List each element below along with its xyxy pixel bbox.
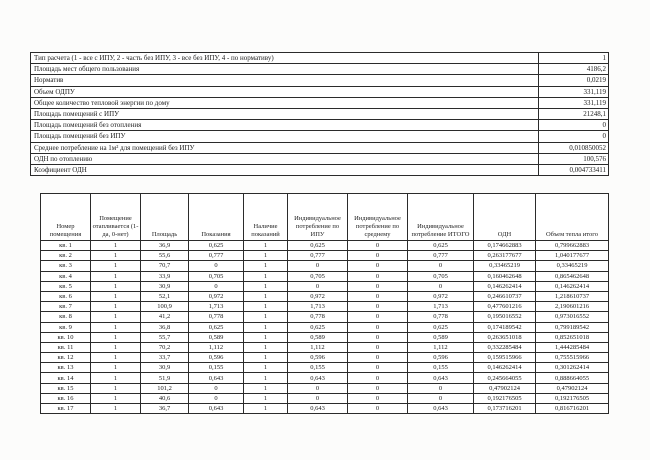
- apartment-number-cell: кв. 4: [41, 271, 91, 281]
- summary-row-value: 331,119: [539, 86, 609, 97]
- table-cell: 0,625: [189, 241, 244, 251]
- table-cell: 0,477601216: [474, 302, 536, 312]
- table-cell: 0,47902124: [536, 383, 609, 393]
- table-cell: 0,643: [189, 404, 244, 414]
- table-cell: 1: [244, 363, 288, 373]
- table-cell: 30,9: [141, 281, 189, 291]
- table-cell: 1: [91, 342, 141, 352]
- summary-row: [31, 75, 609, 86]
- table-cell: 51,9: [141, 373, 189, 383]
- table-row: [41, 404, 609, 414]
- table-cell: 1: [91, 332, 141, 342]
- table-cell: 0,777: [288, 251, 348, 261]
- table-cell: 0: [348, 383, 408, 393]
- table-cell: 1: [91, 291, 141, 301]
- table-cell: 0,174189542: [474, 322, 536, 332]
- table-cell: 1: [91, 312, 141, 322]
- apartment-number-cell: кв. 11: [41, 342, 91, 352]
- table-cell: 1: [244, 404, 288, 414]
- apartments-header-cell: Показания: [189, 194, 244, 241]
- apartments-header-cell: Наличие показаний: [244, 194, 288, 241]
- summary-row-label: Тип расчета (1 - все с ИПУ, 2 - часть без ИПУ, 3 - все без ИПУ, 4 - по нормативу): [31, 53, 539, 64]
- table-cell: 0: [348, 342, 408, 352]
- table-cell: 0,192176505: [474, 393, 536, 403]
- table-cell: 0,33465219: [474, 261, 536, 271]
- table-row: [41, 332, 609, 342]
- table-row: [41, 322, 609, 332]
- table-cell: 1: [91, 393, 141, 403]
- table-cell: 33,9: [141, 271, 189, 281]
- table-cell: 0,192176505: [536, 393, 609, 403]
- table-cell: 0: [189, 281, 244, 291]
- apartment-number-cell: кв. 9: [41, 322, 91, 332]
- table-cell: 0,245664055: [474, 373, 536, 383]
- table-row: [41, 261, 609, 271]
- table-cell: 0,643: [408, 373, 474, 383]
- table-cell: 0,146262414: [474, 281, 536, 291]
- table-cell: 0: [408, 281, 474, 291]
- summary-row-value: 331,119: [539, 97, 609, 108]
- table-cell: 0: [348, 312, 408, 322]
- table-cell: 1: [244, 241, 288, 251]
- table-row: [41, 342, 609, 352]
- summary-row-value: 0,010850052: [539, 142, 609, 153]
- summary-row: [31, 120, 609, 131]
- summary-row-label: ОДН по отоплению: [31, 153, 539, 164]
- table-cell: 0,705: [288, 271, 348, 281]
- table-cell: 0,778: [408, 312, 474, 322]
- table-cell: 0: [348, 271, 408, 281]
- apartment-number-cell: кв. 14: [41, 373, 91, 383]
- apartment-number-cell: кв. 1: [41, 241, 91, 251]
- table-cell: 0: [348, 353, 408, 363]
- table-cell: 0,155: [408, 363, 474, 373]
- table-cell: 1,444285484: [536, 342, 609, 352]
- table-cell: 0,972: [288, 291, 348, 301]
- table-cell: 0: [288, 281, 348, 291]
- summary-row: [31, 86, 609, 97]
- table-row: [41, 251, 609, 261]
- table-cell: 1: [244, 261, 288, 271]
- table-cell: 0,155: [189, 363, 244, 373]
- table-cell: 0,174662883: [474, 241, 536, 251]
- summary-row-value: 4186,2: [539, 64, 609, 75]
- table-cell: 101,2: [141, 383, 189, 393]
- table-cell: 55,7: [141, 332, 189, 342]
- table-cell: 0,33465219: [536, 261, 609, 271]
- table-cell: 1: [91, 363, 141, 373]
- table-cell: 0,643: [408, 404, 474, 414]
- table-cell: 36,9: [141, 241, 189, 251]
- summary-row-label: Площадь помещений без отопления: [31, 120, 539, 131]
- summary-row-value: 0: [539, 131, 609, 142]
- table-cell: 41,2: [141, 312, 189, 322]
- table-row: [41, 312, 609, 322]
- table-cell: 1: [91, 241, 141, 251]
- table-cell: 0,625: [408, 241, 474, 251]
- apartment-number-cell: кв. 8: [41, 312, 91, 322]
- table-cell: 0: [189, 383, 244, 393]
- apartment-number-cell: кв. 12: [41, 353, 91, 363]
- table-cell: 1: [244, 291, 288, 301]
- apartments-header-cell: Индивидуальное потребление по ИПУ: [288, 194, 348, 241]
- table-cell: 0,643: [189, 373, 244, 383]
- table-cell: 1: [91, 302, 141, 312]
- table-cell: 70,7: [141, 261, 189, 271]
- summary-row-value: 0,0219: [539, 75, 609, 86]
- table-cell: 2,190601216: [536, 302, 609, 312]
- table-row: [41, 281, 609, 291]
- table-cell: 1: [244, 281, 288, 291]
- table-cell: 0,596: [408, 353, 474, 363]
- summary-row: [31, 97, 609, 108]
- table-cell: 0: [348, 302, 408, 312]
- table-cell: 0,146262414: [474, 363, 536, 373]
- table-cell: 1: [91, 383, 141, 393]
- table-cell: 1,112: [288, 342, 348, 352]
- apartments-header-cell: Индивидуальное потребление по среднему: [348, 194, 408, 241]
- apartments-header-cell: ОДН: [474, 194, 536, 241]
- table-cell: 0: [348, 251, 408, 261]
- table-cell: 0,47902124: [474, 383, 536, 393]
- summary-row-value: 100,576: [539, 153, 609, 164]
- apartments-header-cell: Объем тепла итого: [536, 194, 609, 241]
- table-cell: 0: [288, 393, 348, 403]
- table-cell: 0,643: [288, 373, 348, 383]
- table-cell: 0,589: [189, 332, 244, 342]
- table-cell: 1,112: [189, 342, 244, 352]
- table-row: [41, 271, 609, 281]
- table-row: [41, 393, 609, 403]
- table-cell: 0: [348, 291, 408, 301]
- table-cell: 40,6: [141, 393, 189, 403]
- summary-row-label: Общее количество тепловой энергии по дому: [31, 97, 539, 108]
- table-cell: 0,195016552: [474, 312, 536, 322]
- table-cell: 0,625: [288, 241, 348, 251]
- table-cell: 36,8: [141, 322, 189, 332]
- table-cell: 0,332285484: [474, 342, 536, 352]
- summary-row-label: Норматив: [31, 75, 539, 86]
- summary-row: [31, 153, 609, 164]
- table-cell: 0,625: [408, 322, 474, 332]
- table-cell: 52,1: [141, 291, 189, 301]
- table-cell: 1,112: [408, 342, 474, 352]
- table-cell: 0,625: [189, 322, 244, 332]
- table-cell: 1: [91, 271, 141, 281]
- table-cell: 0,755515966: [536, 353, 609, 363]
- table-cell: 33,7: [141, 353, 189, 363]
- table-cell: 1,218610737: [536, 291, 609, 301]
- table-cell: 0,263177677: [474, 251, 536, 261]
- table-cell: 1,713: [408, 302, 474, 312]
- summary-row-label: Площадь помещений с ИПУ: [31, 108, 539, 119]
- summary-row: [31, 142, 609, 153]
- table-cell: 0: [348, 332, 408, 342]
- table-cell: 1: [244, 383, 288, 393]
- table-cell: 1,713: [288, 302, 348, 312]
- summary-row: [31, 53, 609, 64]
- table-row: [41, 291, 609, 301]
- summary-row: [31, 164, 609, 175]
- apartment-number-cell: кв. 3: [41, 261, 91, 271]
- summary-row-value: 0,004733411: [539, 164, 609, 175]
- table-cell: 1: [91, 251, 141, 261]
- table-row: [41, 373, 609, 383]
- apartment-number-cell: кв. 7: [41, 302, 91, 312]
- table-cell: 0,301262414: [536, 363, 609, 373]
- table-cell: 100,9: [141, 302, 189, 312]
- table-cell: 0,173716201: [474, 404, 536, 414]
- table-cell: 0: [348, 404, 408, 414]
- summary-row-label: Среднее потребление на 1м² для помещений без ИПУ: [31, 142, 539, 153]
- table-cell: 0: [408, 261, 474, 271]
- table-cell: 0,973016552: [536, 312, 609, 322]
- table-cell: 0: [288, 383, 348, 393]
- table-cell: 30,9: [141, 363, 189, 373]
- table-cell: 0,589: [288, 332, 348, 342]
- apartments-header-cell: Индивидуальное потребление ИТОГО: [408, 194, 474, 241]
- table-row: [41, 363, 609, 373]
- summary-row-value: 0: [539, 120, 609, 131]
- table-cell: 0,778: [288, 312, 348, 322]
- table-cell: 0,705: [408, 271, 474, 281]
- table-cell: 0: [348, 363, 408, 373]
- table-row: [41, 383, 609, 393]
- summary-row: [31, 64, 609, 75]
- table-cell: 0,888664055: [536, 373, 609, 383]
- summary-row: [31, 108, 609, 119]
- table-cell: 0,155: [288, 363, 348, 373]
- table-cell: 1: [244, 353, 288, 363]
- table-cell: 1: [91, 404, 141, 414]
- table-cell: 70,2: [141, 342, 189, 352]
- table-cell: 1: [244, 312, 288, 322]
- summary-row-label: Площадь помещений без ИПУ: [31, 131, 539, 142]
- table-cell: 0,705: [189, 271, 244, 281]
- table-cell: 0: [189, 261, 244, 271]
- apartment-number-cell: кв. 5: [41, 281, 91, 291]
- table-cell: 0,799189542: [536, 322, 609, 332]
- apartment-number-cell: кв. 10: [41, 332, 91, 342]
- table-cell: 0,159515966: [474, 353, 536, 363]
- table-cell: 0,865462648: [536, 271, 609, 281]
- apartments-header-cell: Площадь: [141, 194, 189, 241]
- table-cell: 0: [348, 373, 408, 383]
- table-cell: 1: [91, 373, 141, 383]
- summary-table: [30, 52, 609, 176]
- summary-row: [31, 131, 609, 142]
- table-cell: 0: [348, 322, 408, 332]
- table-cell: 0: [348, 393, 408, 403]
- table-cell: 0,972: [408, 291, 474, 301]
- apartment-number-cell: кв. 6: [41, 291, 91, 301]
- table-cell: 0: [408, 393, 474, 403]
- table-cell: 55,6: [141, 251, 189, 261]
- table-cell: 0,777: [408, 251, 474, 261]
- table-cell: 1: [91, 353, 141, 363]
- table-cell: 1: [244, 271, 288, 281]
- apartment-number-cell: кв. 15: [41, 383, 91, 393]
- table-cell: 0: [189, 393, 244, 403]
- table-cell: 1: [244, 373, 288, 383]
- apartments-header-row: [41, 194, 609, 241]
- apartment-number-cell: кв. 2: [41, 251, 91, 261]
- table-cell: 0: [408, 383, 474, 393]
- table-cell: 0,799662883: [536, 241, 609, 251]
- table-cell: 1: [91, 281, 141, 291]
- apartment-number-cell: кв. 13: [41, 363, 91, 373]
- apartments-header-cell: Помещение отапливается (1- да, 0-нет): [91, 194, 141, 241]
- table-cell: 1: [244, 342, 288, 352]
- summary-row-label: Объем ОДПУ: [31, 86, 539, 97]
- summary-row-value: 1: [539, 53, 609, 64]
- table-cell: 0: [348, 281, 408, 291]
- table-cell: 0: [288, 261, 348, 271]
- table-cell: 0,589: [408, 332, 474, 342]
- table-cell: 0,852651018: [536, 332, 609, 342]
- table-cell: 1: [244, 251, 288, 261]
- table-cell: 1: [244, 302, 288, 312]
- table-cell: 0,777: [189, 251, 244, 261]
- table-cell: 0,972: [189, 291, 244, 301]
- summary-row-label: Коэфициент ОДН: [31, 164, 539, 175]
- table-cell: 0,596: [189, 353, 244, 363]
- apartments-table: [40, 193, 609, 414]
- table-cell: 0,596: [288, 353, 348, 363]
- table-cell: 0,263651018: [474, 332, 536, 342]
- table-cell: 0,816716201: [536, 404, 609, 414]
- table-cell: 1,040177677: [536, 251, 609, 261]
- table-cell: 36,7: [141, 404, 189, 414]
- table-cell: 1: [91, 322, 141, 332]
- table-row: [41, 353, 609, 363]
- table-cell: 0,625: [288, 322, 348, 332]
- table-cell: 1: [244, 332, 288, 342]
- table-cell: 0,778: [189, 312, 244, 322]
- table-cell: 1: [244, 322, 288, 332]
- summary-row-value: 21248,1: [539, 108, 609, 119]
- table-row: [41, 302, 609, 312]
- table-cell: 0,246610737: [474, 291, 536, 301]
- table-cell: 0,160462648: [474, 271, 536, 281]
- summary-row-label: Площадь мест общего пользования: [31, 64, 539, 75]
- table-cell: 0: [348, 261, 408, 271]
- apartment-number-cell: кв. 16: [41, 393, 91, 403]
- table-cell: 1: [244, 393, 288, 403]
- table-cell: 1,713: [189, 302, 244, 312]
- table-cell: 0: [348, 241, 408, 251]
- apartments-header-cell: Номер помещения: [41, 194, 91, 241]
- apartment-number-cell: кв. 17: [41, 404, 91, 414]
- table-row: [41, 241, 609, 251]
- table-cell: 0,146262414: [536, 281, 609, 291]
- table-cell: 1: [91, 261, 141, 271]
- table-cell: 0,643: [288, 404, 348, 414]
